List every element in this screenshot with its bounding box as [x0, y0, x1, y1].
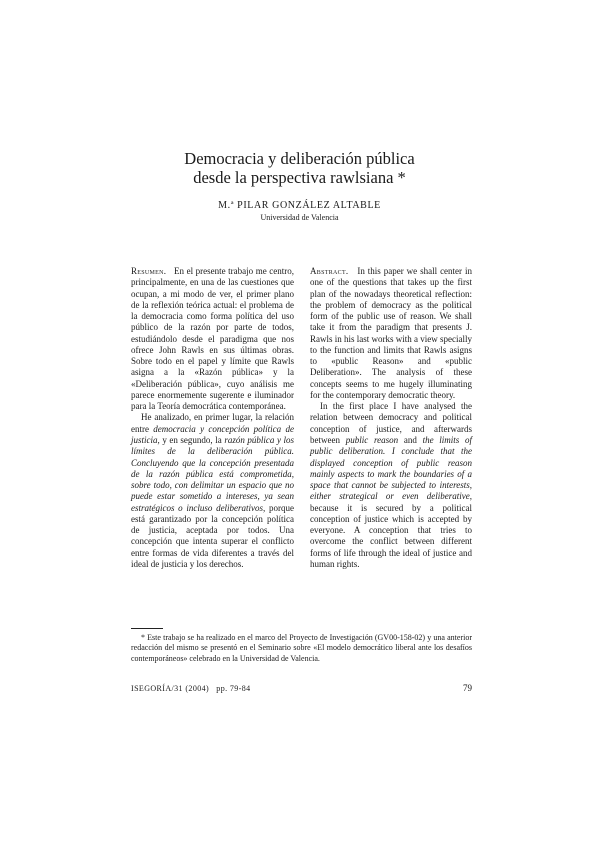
author-affiliation: Universidad de Valencia — [260, 213, 339, 222]
resumen-p2-a: He analizado, en primer lugar, la relación entre — [131, 412, 294, 434]
article-title — [100, 149, 499, 187]
resumen-p2-c: porque está garantizado por la concepción política de justicia, aceptada por todos. Una concepción que intenta superar el conflicto entre formas de vida diferentes a través del ideal de justicia y los derechos. — [131, 502, 294, 569]
resumen-label: Resumen. — [131, 266, 167, 276]
footnote — [131, 633, 472, 664]
resumen-paragraph-1 — [131, 266, 294, 412]
abstract-label: Abstract. — [310, 266, 349, 276]
abstract-p2-c: because it is secured by a political conception of justice which is accepted by everyone. A conception that tries to overcome the conflict between different forms of life through the ideal of justice and human rights. — [310, 502, 472, 569]
abstract-paragraph-1 — [310, 266, 472, 401]
resumen-paragraph-2 — [131, 412, 294, 570]
title-line-1: Democracia y deliberación pública — [184, 149, 415, 168]
abstract-p2-i2: the limits of public deliberation. I conclude that the displayed conception of public reason mainly aspects to mark the boundaries of a space that cannot be subjected to interests, either strategical or even deliberative, — [310, 434, 473, 502]
title-line-2: desde la perspectiva rawlsiana * — [193, 168, 406, 187]
abstract-paragraph-2 — [310, 401, 472, 570]
abstract-p2-b: and — [398, 434, 423, 445]
abstract-p2-i1: public reason — [345, 434, 399, 445]
resumen-p2-i2: razón pública y los límites de la deliberación pública. Concluyendo que la concepción presentada de la razón pública está comprometida, sobre todo, con delimitar un espacio que no puede estar sometido a intereses, ya sean estratégicos o incluso deliberativos, — [131, 434, 294, 513]
abstract-p1-text: In this paper we shall center in one of the questions that takes up the first plan of the nowadays theoretical reflection: the problem of democracy as the political form of the public use of reason. We shall take it from the paradigm that presents J. Rawls in his last works with a view specially to the function and limits that Rawls asigns to «public Reason» and «public Deliberation». The analysis of these concepts seems to me hugely illuminating for the contemporary democratic theory. — [310, 266, 472, 400]
page-range: pp. 79-84 — [216, 684, 251, 693]
footnote-text: * Este trabajo se ha realizado en el marco del Proyecto de Investigación (GV00-158-02) y una anterior redacción del mismo se presentó en el Seminario sobre «El modelo democrático liberal ante los desafíos contemporáneos» celebrado en la Universidad de Valencia. — [131, 633, 472, 663]
author-name: M.ª PILAR GONZÁLEZ ALTABLE — [218, 200, 381, 211]
resumen-p1-text: En el presente trabajo me centro, principalmente, en una de las cuestiones que ocupan, a mi modo de ver, el primer plano de la reflexión teórica actual: el problema de la democracia como forma política del uso público de la razón por parte de todos, estudiándolo desde el paradigma que nos ofrece John Rawls en sus últimas obras. Sobre todo en el papel y límite que Rawls asigna a la «Razón pública» y la «Deliberación pública», cuyo análisis me parece enormemente sugerente e iluminador para la Teoría democrática contemporánea. — [131, 266, 295, 412]
journal-name: ISEGORÍA/31 (2004) — [131, 684, 210, 693]
abstract-p2-a: In the first place I have analysed the relation between democracy and political conception of justice, and afterwards between — [310, 401, 472, 445]
footnote-rule — [131, 628, 163, 629]
resumen-column — [131, 266, 294, 570]
resumen-p2-i1: democracia y concepción política de justicia, — [131, 423, 294, 445]
abstract-column — [310, 266, 472, 570]
page-number: 79 — [463, 683, 472, 693]
journal-citation — [131, 684, 251, 693]
resumen-p2-b: y en segundo, la — [159, 434, 225, 445]
